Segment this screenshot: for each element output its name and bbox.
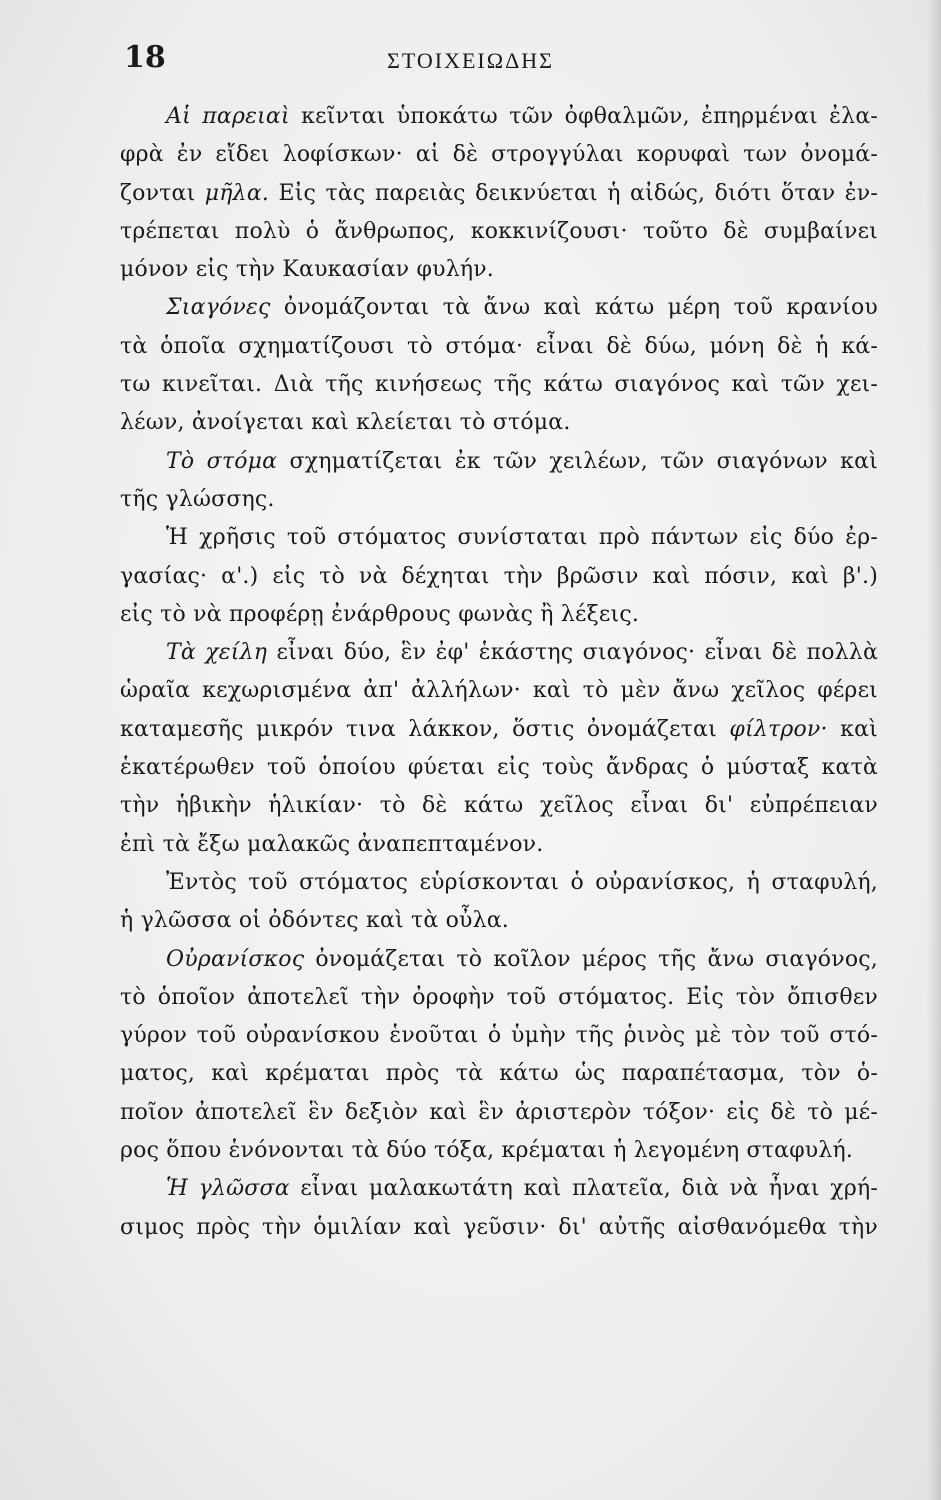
text-run: εἶναι δύο, ἓν ἐφ' ἑκάστης σιαγόνος· εἶναι δὲ πολλὰ bbox=[267, 640, 879, 666]
text-run: τὴν ἡβικὴν ἡλικίαν· τὸ δὲ κάτω χεῖλος εἶναι δι' εὐπρέπειαν bbox=[120, 793, 878, 819]
text-run: ρος ὅπου ἑνόνονται τὰ δύο τόξα, κρέμαται ἡ λεγομένη σταφυλή. bbox=[120, 1138, 854, 1164]
text-line bbox=[120, 98, 878, 136]
text-run: τῆς γλώσσης. bbox=[120, 486, 275, 512]
text-line bbox=[120, 979, 878, 1017]
text-run: ποῖον ἀποτελεῖ ἓν δεξιὸν καὶ ἓν ἀριστερὸν τόξον· εἰς δὲ τὸ μέ- bbox=[120, 1099, 878, 1125]
text-line bbox=[120, 711, 878, 749]
text-run: Ἐντὸς τοῦ στόματος εὑρίσκονται ὁ οὐρανίσκος, ἡ σταφυλή, bbox=[166, 869, 878, 895]
page-edge-shadow bbox=[927, 0, 941, 1500]
text-line bbox=[120, 404, 878, 442]
text-line bbox=[120, 481, 878, 519]
text-run: ὀνομάζονται τὰ ἄνω καὶ κάτω μέρη τοῦ κρανίου bbox=[270, 295, 878, 321]
italic-term: Ἡ γλῶσσα bbox=[166, 1176, 290, 1202]
text-line bbox=[120, 136, 878, 174]
italic-term: Σιαγόνες bbox=[166, 295, 271, 321]
italic-term: Τὸ στόμα bbox=[166, 448, 278, 474]
text-line bbox=[120, 289, 878, 327]
body-text bbox=[120, 98, 878, 1247]
italic-term: μῆλα. bbox=[204, 180, 270, 206]
italic-term: Οὐρανίσκος bbox=[166, 946, 305, 972]
italic-term: φίλτρον· bbox=[729, 716, 828, 742]
text-line bbox=[120, 1094, 878, 1132]
text-line bbox=[120, 1017, 878, 1055]
text-run: τρέπεται πολὺ ὁ ἄνθρωπος, κοκκινίζουσι· τοῦτο δὲ συμβαίνει bbox=[120, 218, 878, 244]
text-line bbox=[120, 941, 878, 979]
text-line bbox=[120, 443, 878, 481]
text-run: φρὰ ἐν εἴδει λοφίσκων· αἱ δὲ στρογγύλαι κορυφαὶ των ὀνομά- bbox=[120, 142, 878, 168]
running-head: ΣΤΟΙΧΕΙΩΔΗΣ bbox=[387, 48, 554, 73]
text-run: Εἰς τὰς παρειὰς δεικνύεται ἡ αἰδώς, διότι ὅταν ἐν- bbox=[269, 180, 878, 206]
text-line bbox=[120, 251, 878, 289]
text-line bbox=[120, 1055, 878, 1093]
text-line bbox=[120, 213, 878, 251]
text-line bbox=[120, 672, 878, 710]
text-run: Ἡ χρῆσις τοῦ στόματος συνίσταται πρὸ πάντων εἰς δύο ἐρ- bbox=[166, 525, 878, 551]
text-line bbox=[120, 902, 878, 940]
text-run: ἐπὶ τὰ ἔξω μαλακῶς ἀναπεπταμένον. bbox=[120, 831, 544, 857]
text-run: γύρον τοῦ οὐρανίσκου ἑνοῦται ὁ ὑμὴν τῆς ῥινὸς μὲ τὸν τοῦ στό- bbox=[120, 1023, 878, 1049]
text-line bbox=[120, 826, 878, 864]
text-run: καὶ bbox=[827, 716, 879, 742]
text-line bbox=[120, 519, 878, 557]
text-run: τὸ ὁποῖον ἀποτελεῖ τὴν ὀροφὴν τοῦ στόματος. Εἰς τὸν ὄπισθεν bbox=[120, 984, 878, 1010]
text-run: ὀνομάζεται τὸ κοῖλον μέρος τῆς ἄνω σιαγόνος, bbox=[304, 946, 878, 972]
text-run: μόνον εἰς τὴν Καυκασίαν φυλήν. bbox=[120, 257, 494, 283]
text-run: τω κινεῖται. Διὰ τῆς κινήσεως τῆς κάτω σιαγόνος καὶ τῶν χει- bbox=[120, 372, 878, 398]
text-run: σιμος πρὸς τὴν ὁμιλίαν καὶ γεῦσιν· δι' αὐτῆς αἰσθανόμεθα τὴν bbox=[120, 1214, 878, 1240]
text-run: ματος, καὶ κρέμαται πρὸς τὰ κάτω ὡς παραπέτασμα, τὸν ὁ- bbox=[120, 1061, 878, 1087]
italic-term: Τὰ χείλη bbox=[166, 640, 268, 666]
text-line bbox=[120, 1170, 878, 1208]
text-line bbox=[120, 558, 878, 596]
italic-term: Αἱ παρειαὶ bbox=[166, 104, 290, 129]
text-run: ἑκατέρωθεν τοῦ ὁποίου φύεται εἰς τοὺς ἄνδρας ὁ μύσταξ κατὰ bbox=[120, 755, 878, 781]
text-line bbox=[120, 366, 878, 404]
text-run: λέων, ἀνοίγεται καὶ κλείεται τὸ στόμα. bbox=[120, 410, 571, 436]
text-run: καταμεσῆς μικρόν τινα λάκκον, ὅστις ὀνομάζεται bbox=[120, 716, 730, 742]
page-number: 18 bbox=[124, 40, 166, 75]
text-line bbox=[120, 864, 878, 902]
text-line bbox=[120, 596, 878, 634]
text-run: κεῖνται ὑποκάτω τῶν ὀφθαλμῶν, ἐπηρμέναι ἐλα- bbox=[289, 104, 879, 129]
text-line bbox=[120, 1132, 878, 1170]
text-run: ζονται bbox=[120, 180, 205, 206]
text-run: τὰ ὁποῖα σχηματίζουσι τὸ στόμα· εἶναι δὲ δύω, μόνη δὲ ἡ κά- bbox=[120, 333, 878, 359]
text-run: σχηματίζεται ἐκ τῶν χειλέων, τῶν σιαγόνων καὶ bbox=[277, 448, 878, 474]
text-line bbox=[120, 634, 878, 672]
text-run: ὡραῖα κεχωρισμένα ἀπ' ἀλλήλων· καὶ τὸ μὲν ἄνω χεῖλος φέρει bbox=[120, 678, 878, 704]
text-run: γασίας· α'.) εἰς τὸ νὰ δέχηται τὴν βρῶσιν καὶ πόσιν, καὶ β'.) bbox=[120, 563, 878, 589]
text-line bbox=[120, 328, 878, 366]
text-line bbox=[120, 1209, 878, 1247]
text-run: εἰς τὸ νὰ προφέρῃ ἐνάρθρους φωνὰς ἢ λέξεις. bbox=[120, 601, 640, 627]
text-line bbox=[120, 787, 878, 825]
text-line bbox=[120, 175, 878, 213]
text-line bbox=[120, 749, 878, 787]
text-run: ἡ γλῶσσα οἱ ὀδόντες καὶ τὰ οὖλα. bbox=[120, 908, 510, 934]
text-run: εἶναι μαλακωτάτη καὶ πλατεῖα, διὰ νὰ ἦναι χρή- bbox=[289, 1176, 878, 1202]
